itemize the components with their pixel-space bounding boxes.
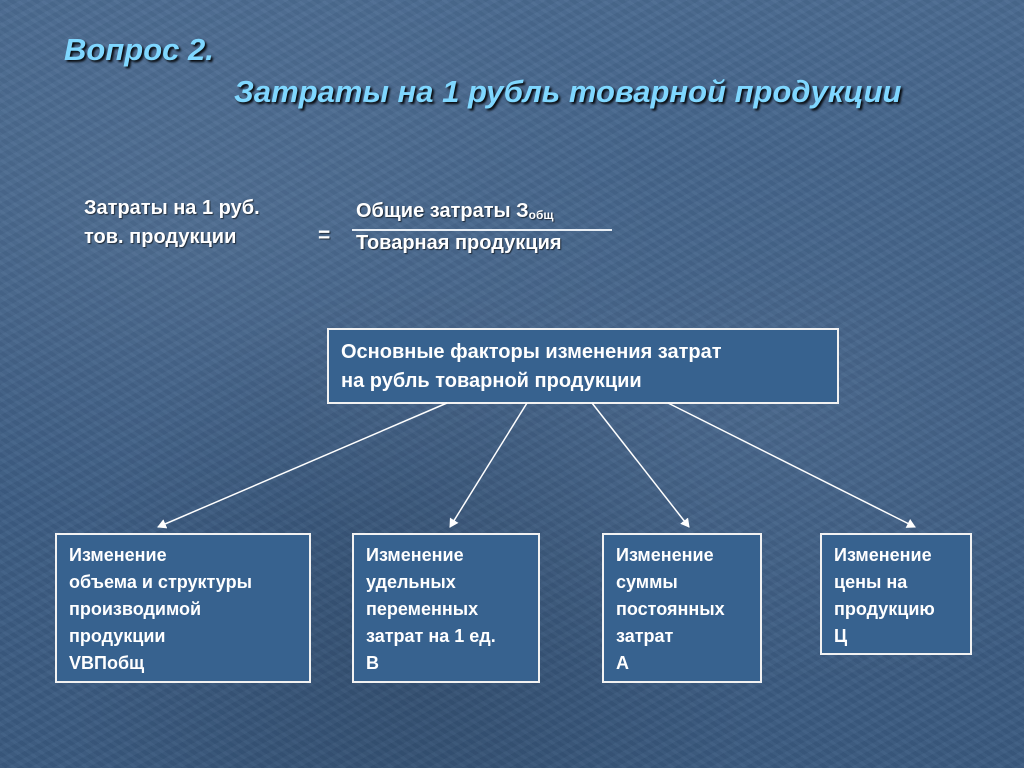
factor-1-line-2: объема и структуры (69, 572, 252, 592)
question-title: Вопрос 2. (64, 32, 214, 67)
factor-1-line-5: VBПобщ (69, 653, 145, 673)
factor-box-variable-costs (352, 533, 540, 683)
factor-2-line-1: Изменение (366, 545, 464, 565)
numerator-subscript: общ (528, 208, 554, 222)
factor-4-line-1: Изменение (834, 545, 932, 565)
factor-3-line-5: А (616, 653, 629, 673)
factor-3-line-3: постоянных (616, 599, 725, 619)
equals-sign: = (318, 224, 331, 247)
factor-4-line-3: продукцию (834, 599, 935, 619)
formula-denominator: Товарная продукция (356, 232, 562, 254)
arrow-to-factor-2 (450, 403, 527, 527)
arrow-to-factor-1 (158, 403, 447, 527)
factor-box-volume-structure (55, 533, 311, 683)
factor-box-fixed-costs (602, 533, 762, 683)
factor-4-line-2: цены на (834, 572, 908, 592)
formula-left-line-2: тов. продукции (84, 226, 237, 248)
factor-1-line-4: продукции (69, 626, 166, 646)
factor-box-price (820, 533, 972, 655)
main-box-line-1: Основные факторы изменения затрат (341, 341, 722, 363)
formula-left-line-1: Затраты на 1 руб. (84, 197, 260, 219)
factor-4-line-4: Ц (834, 626, 848, 646)
factor-2-line-3: переменных (366, 599, 479, 619)
factor-2-line-4: затрат на 1 ед. (366, 626, 496, 646)
factor-1-line-1: Изменение (69, 545, 167, 565)
factor-2-line-2: удельных (366, 572, 456, 592)
main-box-line-2: на рубль товарной продукции (341, 370, 642, 392)
factor-2-line-5: В (366, 653, 379, 673)
factor-3-line-4: затрат (616, 626, 674, 646)
slide-subtitle: Затраты на 1 рубль товарной продукции (234, 74, 902, 109)
factor-1-line-3: производимой (69, 599, 202, 619)
arrow-to-factor-3 (592, 403, 689, 527)
factor-3-line-1: Изменение (616, 545, 714, 565)
factor-3-line-2: суммы (616, 572, 678, 592)
numerator-text: Общие затраты З (356, 200, 529, 222)
arrow-to-factor-4 (668, 403, 915, 527)
